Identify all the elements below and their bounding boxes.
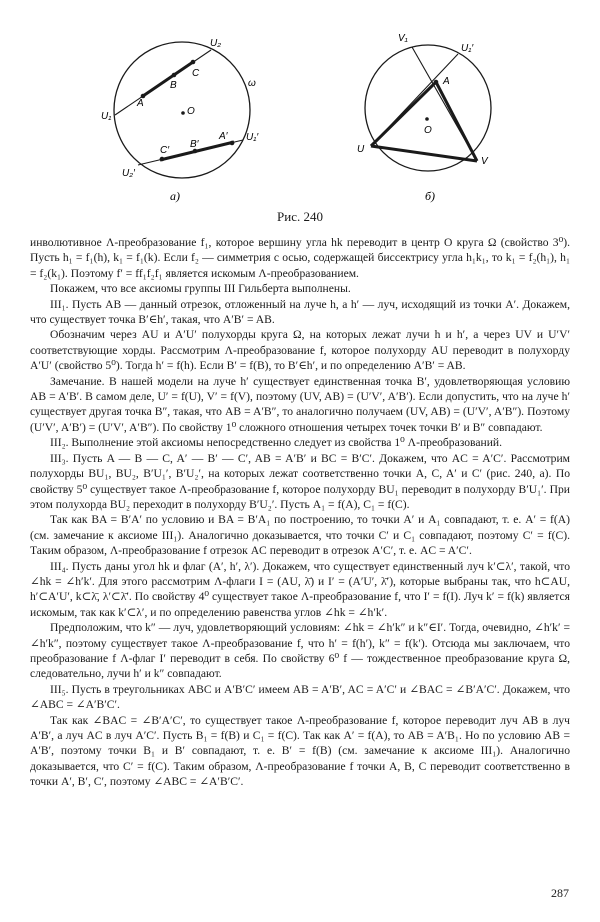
paragraph: III₂. Выполнение этой аксиомы непосредственно следует из свойства 1⁰ Λ-преобразований. [50,436,503,450]
label-cp-left: C′ [160,145,170,156]
paragraph: Так как BA = B′A′ по условию и BA = B′A₁ по построению, то точки A′ и A₁ совпадают, т. е. A′ = f(A) (см. замечание к аксиоме III₁). Аналогично доказывается, что точки C′ и C₁ совпадают, поэтому C′ = f(C). Таким образом, Λ-преобразование f отрезок AC переводит в отрезок A′C′, т. е. AC = A′C′. [30,513,570,558]
label-v-right: V [481,156,488,167]
label-figure-a: а) [170,189,180,203]
label-u1p-right: U₁′ [461,43,474,54]
paragraph: Обозначим через AU и A′U′ полухорды круга Ω, на которых лежат лучи h и h′, а через UV и U′V′ соответствующие хорды. Рассмотрим Λ-преобразование f, которое полухорду AU переводит в полухорду A′U′ (свойство 5⁰). Тогда h′ = f(h). Если B′ = f(B), то B′∈h′, и по определению A′B′ = AB. [30,328,570,373]
label-o-left: O [187,106,195,117]
label-b-left: B [170,80,177,91]
label-u2p: U₂′ [122,168,135,179]
figure-240 [0,0,600,230]
point-o-right [425,117,429,121]
page-number: 287 [551,886,569,900]
label-a-left: A [137,98,144,109]
label-c-left: C [192,68,200,79]
segment-av [436,82,477,161]
point-b-left [172,73,177,78]
segment-au [371,82,436,146]
label-u1: U₁ [101,111,112,122]
label-bp-left: B′ [190,139,199,150]
label-u1p: U₁′ [246,132,259,143]
segment-uv [371,146,477,161]
figure-b [357,33,491,203]
point-c-left [191,60,196,65]
label-figure-b: б) [425,189,436,203]
point-ap-left [230,141,235,146]
paragraph: Замечание. В нашей модели на луче h′ существует единственная точка B′, удовлетворяющая условию AB = A′B′. В самом деле, U′ = f(U), V′ = f(V), поэтому (UV, AB) = (U′V′, A′B′). Если допустить, что на луче h′ существует другая точка B″, такая, что AB = A′B″, то аналогично получаем (UV, AB) = (U′V′, A′B″). Поэтому (U′V′, A′B′) = (U′V′, A′B″). По свойству 1⁰ сложного отношения четырех точек точки B′ и B″ совпадают. [30,374,570,434]
label-a-right: A [443,76,450,87]
paragraph: III₅. Пусть в треугольниках ABC и A′B′C′ имеем AB = A′B′, AC = A′C′ и ∠BAC = ∠B′A′C′. Докажем, что ∠ABC = ∠A′B′C′. [30,682,570,712]
paragraph: III₁. Пусть AB — данный отрезок, отложенный на луче h, а h′ — луч, исходящий из точки A′. Докажем, что существует точка B′∈h′, такая, что A′B′ = AB. [30,297,570,327]
label-o-right: O [424,125,432,136]
paragraph: Покажем, что все аксиомы группы III Гильберта выполнены. [50,282,351,296]
point-cp-left [160,157,165,162]
point-a-right [434,80,439,85]
body-text [30,235,570,790]
segment-ac [143,62,193,96]
label-ap-left: A′ [219,131,228,142]
label-u-right: U [357,144,365,155]
paragraph: инволютивное Λ-преобразование f₁, которое вершину угла hk переводит в центр O круга Ω (свойство 3⁰). Пусть h₁ = f₁(h), k₁ = f₁(k). Если f₂ — симметрия с осью, содержащей биссектрису угла h₁k₁, то k₁ = f₂(h₁), h₁ = f₂(k₁). Поэтому f′ = ff₁f₂f₁ является искомым Λ-преобразованием. [30,236,570,280]
paragraph: Предположим, что k″ — луч, удовлетворяющий условиям: ∠hk = ∠h′k″ и k″∈I′. Тогда, очевидно, ∠h′k′ = ∠h′k″, поэтому существует такое Λ-преобразование f, что h′ = f(h′), k″ = f(k′). Отсюда мы заключаем, что преобразование f Λ-флаг I′ переводит в себя. По свойству 6⁰ f — тождественное преобразование круга Ω, следовательно, лучи h′ и k″ совпадают. [30,621,570,681]
point-o-left [181,111,185,115]
figure-a [101,38,259,203]
paragraph: III₄. Пусть даны угол hk и флаг (A′, h′, λ′). Докажем, что существует единственный луч k′⊂λ′, такой, что ∠hk = ∠h′k′. Для этого рассмотрим Λ-флаги I = (AU, λ̄) и I′ = (A′U′, λ̄′), которые выбраны так, что h⊂AU, h′⊂A′U′, k⊂λ̄, λ′⊂λ̄′. По свойству 4⁰ существует такое Λ-преобразование f, что I′ = f(I). Луч k′ = f(k) является искомым, так как k′⊂λ′, и по определению равенства углов ∠hk = ∠h′k′. [30,559,570,619]
paragraph: III₃. Пусть A — B — C, A′ — B′ — C′, AB = A′B′ и BC = B′C′. Докажем, что AC = A′C′. Рассмотрим полухорды BU₁, BU₂, B′U₁′, B′U₂′, на которых лежат соответственно точки A, C, A′ и C′ (рис. 240, а). По свойству 5⁰ существует такое Λ-преобразование f, которое полухорду BU₁ переводит в полухорду B′U₁′. При этом полухорда BU₂ переходит в полухорду B′U₂′. Пусть A₁ = f(A), C₁ = f(C). [30,451,570,511]
label-u2: U₂ [210,38,222,49]
label-omega: ω [248,78,256,89]
label-v1: V₁ [398,33,408,44]
paragraph: Так как ∠BAC = ∠B′A′C′, то существует такое Λ-преобразование f, которое переводит луч AB в луч A′B′, а луч AC в луч A′C′. Пусть B₁ = f(B) и C₁ = f(C). Так как A′ = f(A), то AB = A′B₁. Но по условию AB = A′B′, поэтому точки B₁ и B′ совпадают, т. е. B′ = f(B) (см. замечание к аксиоме III₁). Аналогично доказывается, что C′ = f(C). Таким образом, Λ-преобразование f точки A, B, C переводит соответственно в точки A′, B′, C′, поэтому ∠ABC = ∠A′B′C′. [30,713,570,789]
circle-omega-left [114,42,250,178]
figure-caption: Рис. 240 [277,209,323,224]
